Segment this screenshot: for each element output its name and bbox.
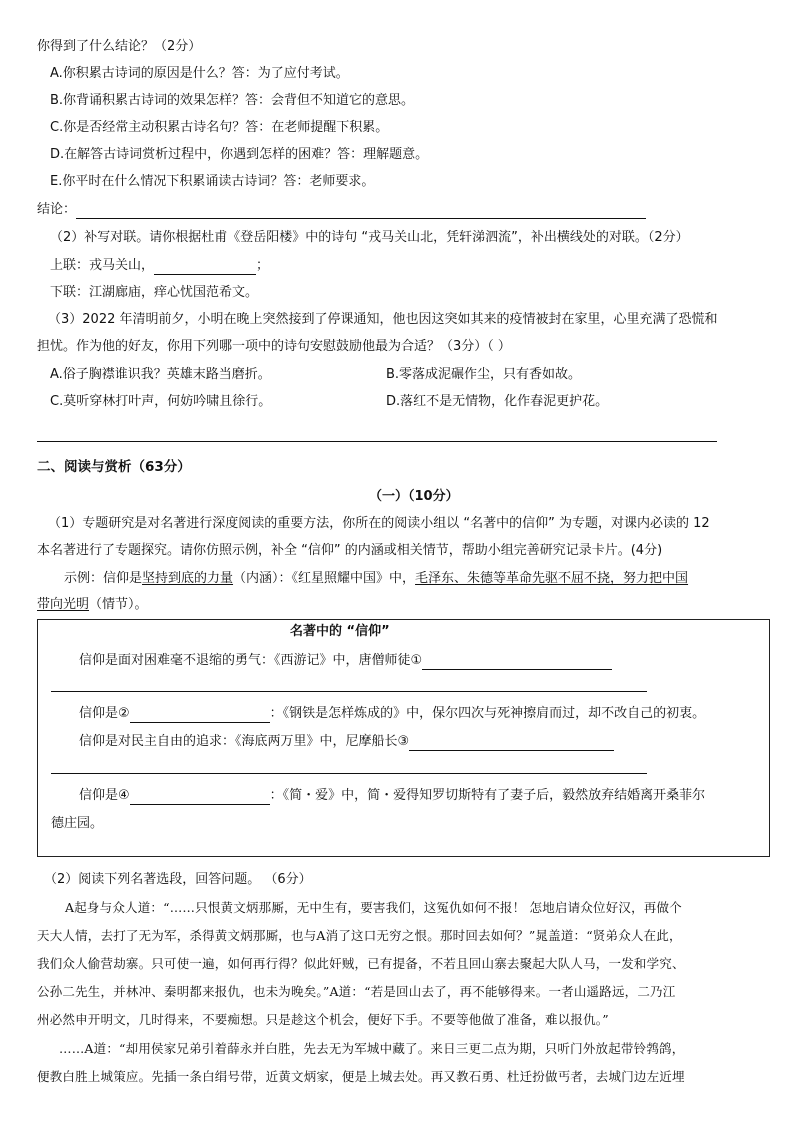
passage-p2-line2: 便教白胜上城策应。先插一条白绢号带，近黄文炳家，便是上城去处。再又教石勇、杜迁扮做丐者，去城门边左近埋	[37, 1069, 685, 1084]
section2-title: 二、阅读与赏析（63分）	[37, 459, 191, 475]
example-underlined-plot: 毛泽东、朱德等革命先驱不屈不挠，努力把中国	[415, 571, 689, 586]
example-middle: （内涵）：《红星照耀中国》中，	[233, 571, 416, 586]
q2-lower-couplet: 下联：江湖廊庙，痒心忧国范希文。	[50, 285, 259, 300]
card-row4	[79, 787, 705, 805]
card-blank-2[interactable]	[130, 708, 270, 723]
q1-option-a: A.你积累古诗词的原因是什么？答：为了应付考试。	[50, 66, 349, 81]
part1-title: （一）（10分）	[369, 489, 459, 504]
q3-option-a: A.俗子胸襟谁识我？英雄末路当磨折。	[50, 367, 271, 382]
q3-option-d: D.落红不是无情物，化作春泥更护花。	[386, 394, 609, 409]
conclusion-label-text: 结论：	[37, 202, 77, 217]
card-row4-cont: 德庄园。	[51, 816, 104, 831]
card-row1-text: 信仰是面对困难毫不退缩的勇气：《西游记》中，唐僧师徒①	[79, 653, 423, 668]
q1-option-e: E.你平时在什么情况下积累诵读古诗词？答：老师要求。	[50, 174, 375, 189]
example-prefix: 示例：信仰是	[64, 571, 143, 586]
card-blank-3[interactable]	[409, 736, 614, 751]
card-row2-prefix: 信仰是②	[79, 706, 130, 721]
q3-stem-line1: （3）2022 年清明前夕，小明在晚上突然接到了停课通知，他也因这突如其来的疫情被封在家里，心里充满了恐慌和	[48, 312, 718, 327]
example-underlined-meaning: 坚持到底的力量	[142, 571, 234, 586]
card-row3-text: 信仰是对民主自由的追求：《海底两万里》中，尼摩船长③	[79, 734, 410, 749]
passage-p1-line3: 我们众人偷营劫寨。只可使一遍，如何再行得？似此奸贼，已有提备，不若且回山寨去聚起大队人马，一发和学究、	[37, 956, 685, 971]
card-blank-3-continued[interactable]	[51, 773, 647, 774]
q2-upper-couplet	[50, 257, 269, 275]
passage-p2-line1: ……A道：“却用侯家兄弟引着薛永并白胜，先去无为军城中藏了。来日三更二点为期，只听门外放起带铃鹁鸽，	[59, 1041, 685, 1056]
passage-p1-line5: 州必然申开明文，几时得来，不要痴想。只是趁这个机会，便好下手。不要等他做了准备，难以报仇。”	[37, 1012, 609, 1027]
research-line1: （1）专题研究是对名著进行深度阅读的重要方法，你所在的阅读小组以 “名著中的信仰” 为专题，对课内必读的 12	[48, 516, 710, 531]
q3-stem-line2: 担忧。作为他的好友，你用下列哪一项中的诗句安慰鼓励他最为合适？（3分）（ ）	[37, 339, 511, 354]
q1-option-d: D.在解答古诗词赏析过程中，你遇到怎样的困难？答：理解题意。	[50, 147, 429, 162]
card-row1	[79, 652, 612, 670]
card-title: 名著中的 “信仰”	[290, 624, 390, 639]
conclusion-label	[37, 201, 646, 219]
card-row3	[79, 733, 614, 751]
q3-option-c: C.莫听穿林打叶声，何妨吟啸且徐行。	[50, 394, 272, 409]
q2-stem: （2）补写对联。请你根据杜甫《登岳阳楼》中的诗句 “戎马关山北，凭轩涕泗流”，补出横线处的对联。（2分）	[50, 230, 689, 245]
example-underlined-plot-end: 带向光明	[37, 597, 90, 612]
passage-p1-line4: 公孙二先生，并林冲、秦明都来报仇，也未为晚矣。”A道：“若是回山去了，再不能够得来。一者山遥路远，二乃江	[37, 984, 676, 999]
example-line2	[37, 596, 148, 614]
card-row4-suffix: ：《简・爱》中，简・爱得知罗切斯特有了妻子后，毅然放弃结婚离开桑菲尔	[269, 788, 706, 803]
card-blank-1[interactable]	[422, 655, 612, 670]
passage-p1-line2: 天大人情，去打了无为军，杀得黄文炳那厮，也与A消了这口无穷之恨。那时回去如何？”晁盖道：“贤弟众人在此，	[37, 928, 682, 943]
q3-option-b: B.零落成泥碾作尘，只有香如故。	[386, 367, 582, 382]
card-row2	[79, 705, 705, 723]
upper-couplet-suffix: ；	[256, 258, 270, 273]
conclusion-answer-blank[interactable]	[76, 204, 646, 219]
section-divider	[37, 441, 717, 442]
upper-couplet-prefix: 上联：戎马关山，	[50, 258, 155, 273]
card-row2-suffix: ：《钢铁是怎样炼成的》中，保尔四次与死神擦肩而过，却不改自己的初衷。	[269, 706, 706, 721]
upper-couplet-blank[interactable]	[154, 260, 256, 275]
research-line2: 本名著进行了专题探究。请你仿照示例，补全 “信仰” 的内涵或相关情节，帮助小组完善研究记录卡片。(4分)	[37, 543, 663, 558]
card-blank-4[interactable]	[130, 790, 270, 805]
q1-option-c: C.你是否经常主动积累古诗名句？答：在老师提醒下积累。	[50, 120, 389, 135]
example-line	[64, 570, 688, 588]
q1-option-b: B.你背诵积累古诗词的效果怎样？答：会背但不知道它的意思。	[50, 93, 415, 108]
example-end: （情节）。	[89, 597, 148, 612]
passage-question-stem: （2）阅读下列名著选段，回答问题。 （6分）	[44, 872, 312, 887]
card-blank-1-continued[interactable]	[51, 691, 647, 692]
passage-p1-line1: A起身与众人道：“……只恨黄文炳那厮，无中生有，要害我们，这冤仇如何不报！ 怎地启请众位好汉，再做个	[65, 900, 682, 915]
card-row4-prefix: 信仰是④	[79, 788, 130, 803]
q1-stem: 你得到了什么结论？（2分）	[37, 39, 202, 54]
